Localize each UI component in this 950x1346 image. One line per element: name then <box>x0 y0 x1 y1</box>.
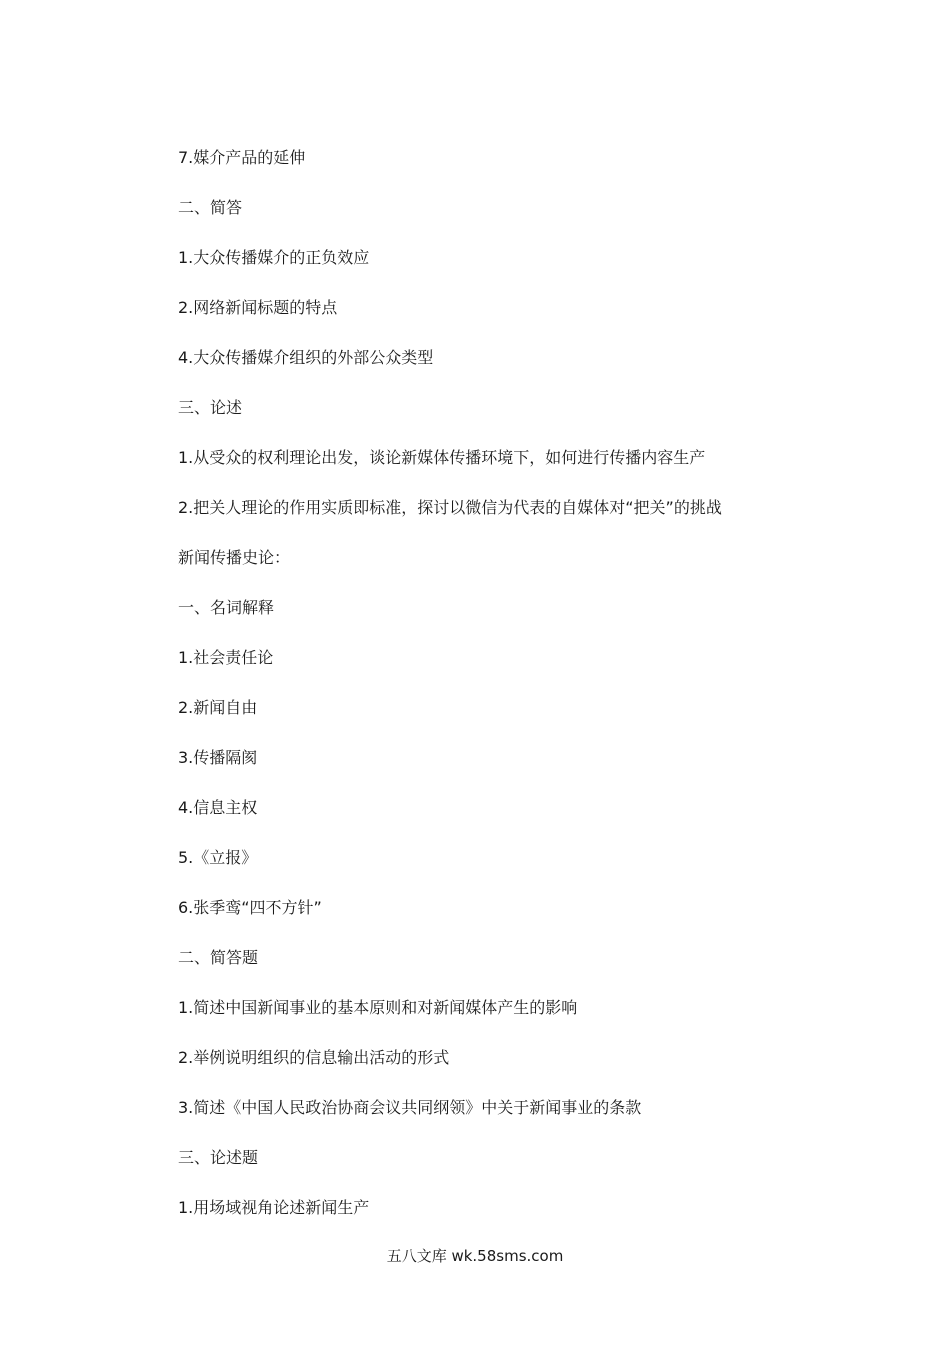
section-item: 2.新闻自由 <box>178 698 258 717</box>
section-heading: 二、简答 <box>178 198 243 217</box>
section-item: 2.把关人理论的作用实质即标准，探讨以微信为代表的自媒体对“把关”的挑战 <box>178 498 722 517</box>
section-item: 5.《立报》 <box>178 848 258 867</box>
section-item: 3.传播隔阂 <box>178 748 258 767</box>
section-heading: 二、简答题 <box>178 948 259 967</box>
section-item: 4.信息主权 <box>178 798 258 817</box>
section-item: 1.从受众的权利理论出发，谈论新媒体传播环境下，如何进行传播内容生产 <box>178 448 706 467</box>
section-heading: 一、名词解释 <box>178 598 275 617</box>
section-heading: 三、论述题 <box>178 1148 259 1167</box>
section-item: 4.大众传播媒介组织的外部公众类型 <box>178 348 434 367</box>
section-item: 2.网络新闻标题的特点 <box>178 298 338 317</box>
page-footer: 五八文库 wk.58sms.com <box>386 1247 564 1265</box>
section-item: 3.简述《中国人民政治协商会议共同纲领》中关于新闻事业的条款 <box>178 1098 642 1117</box>
document-body <box>178 146 878 1246</box>
section-heading: 三、论述 <box>178 398 243 417</box>
section-item: 6.张季鸾“四不方针” <box>178 898 322 917</box>
section-item: 7.媒介产品的延伸 <box>178 148 306 167</box>
section-item: 1.大众传播媒介的正负效应 <box>178 248 370 267</box>
section-item: 1.社会责任论 <box>178 648 274 667</box>
section-item: 1.用场域视角论述新闻生产 <box>178 1198 370 1217</box>
section-item: 1.简述中国新闻事业的基本原则和对新闻媒体产生的影响 <box>178 998 578 1017</box>
part-title: 新闻传播史论： <box>178 548 291 567</box>
section-item: 2.举例说明组织的信息输出活动的形式 <box>178 1048 450 1067</box>
